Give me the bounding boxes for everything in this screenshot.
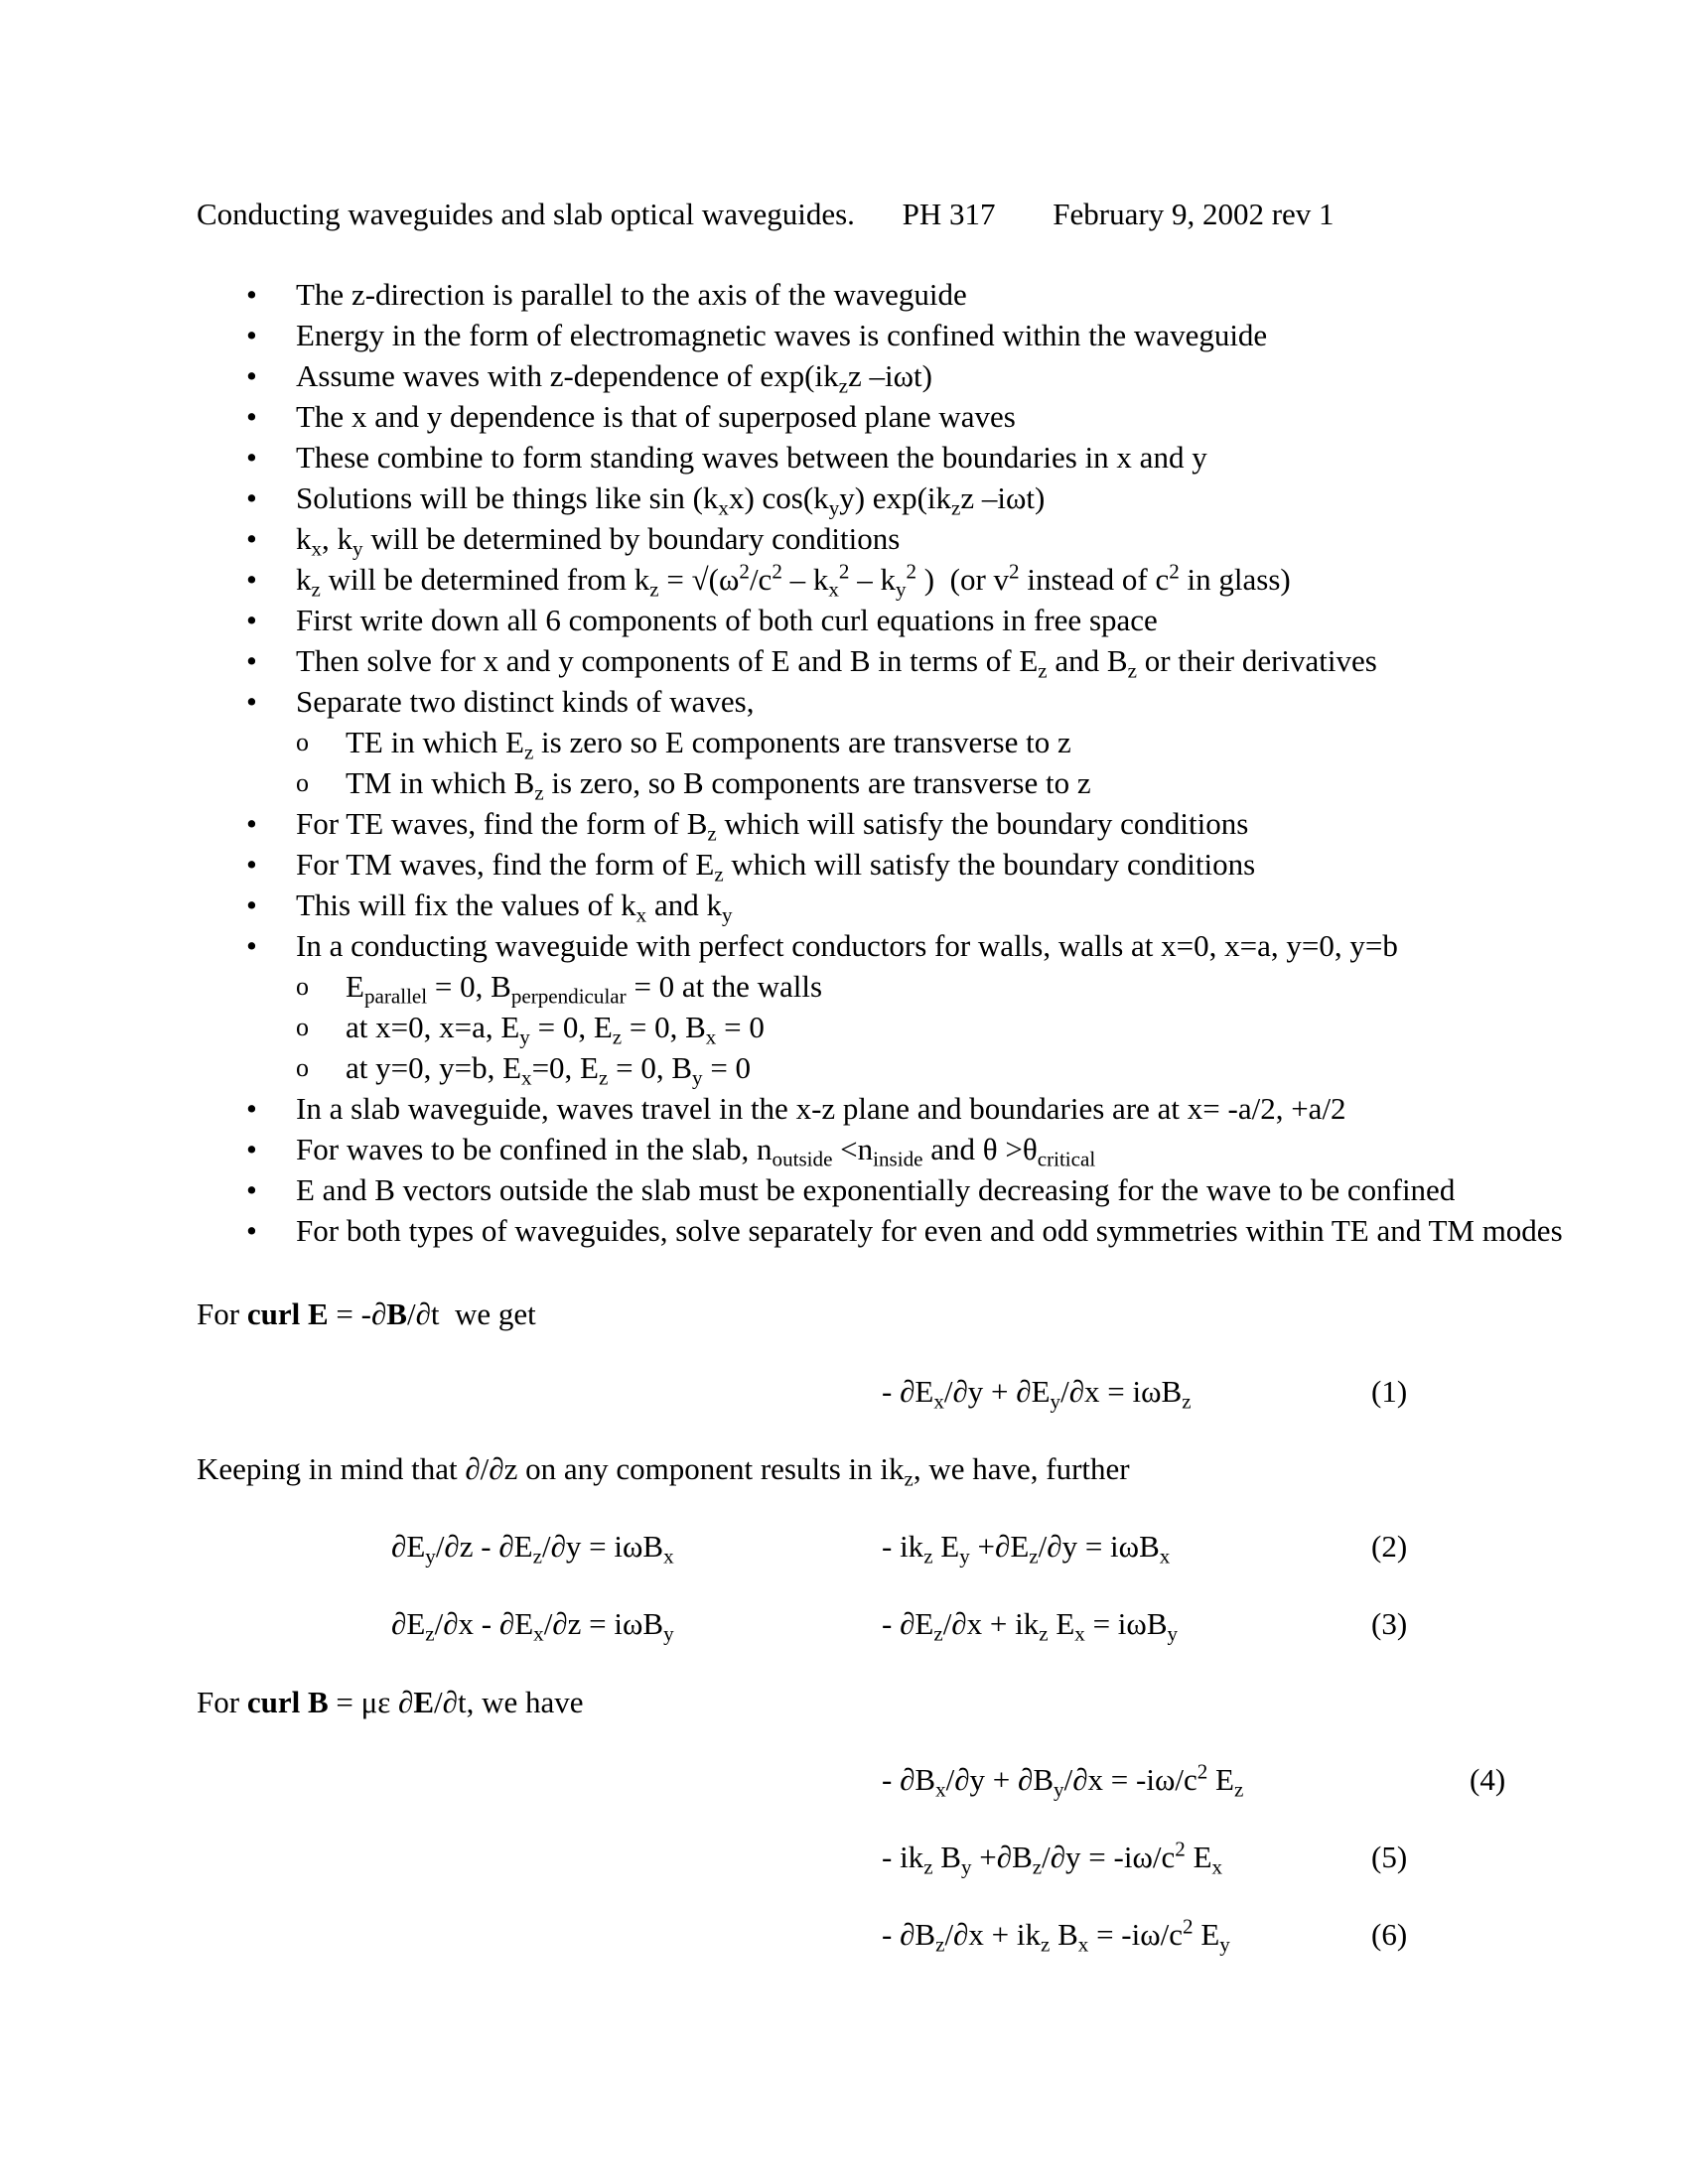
bullet-icon: • <box>246 928 257 963</box>
document-header <box>197 197 1374 232</box>
curl-e-intro: For curl E = -∂B/∂t we get <box>197 1297 536 1331</box>
equation-number: (5) <box>1371 1840 1408 1874</box>
bullet-icon: • <box>246 562 257 597</box>
equation-number: (3) <box>1371 1606 1408 1641</box>
kz-intro: Keeping in mind that ∂/∂z on any component results in $ik_z$, we have, further <box>197 1451 1130 1491</box>
circle-bullet-icon: o <box>296 768 309 797</box>
list-item: o at y=0, y=b, $E_x=0$, $E_z = 0$, $B_y = 0$ <box>296 1047 1577 1088</box>
list-item: • This will fix the values of $k_x$ and $k_y$ <box>246 885 1577 925</box>
equation-number: (1) <box>1371 1374 1408 1409</box>
list-item: • In a slab waveguide, waves travel in the x-z plane and boundaries are at x= -a/2, +a/2 <box>246 1088 1577 1129</box>
bullet-icon: • <box>246 684 257 719</box>
list-item: • In a conducting waveguide with perfect conductors for walls, walls at x=0, x=a, y=0, y=b o $E_{parallel} = 0$, $B_{perpendicular} = 0$ at the walls o at x=0, x=a, $E_y = 0$, $E_z = 0$, $B_x = 0$ o at y=0, y=b, $E_x=0$, $E_z = 0$, $B_y = 0$ <box>246 925 1577 1088</box>
bullet-icon: • <box>246 358 257 393</box>
curl-b-intro: For curl B = με ∂E/∂t, we have <box>197 1685 584 1719</box>
list-item: o TM in which $B_z$ is zero, so B components are transverse to z <box>296 762 1577 803</box>
list-item: • E and B vectors outside the slab must be exponentially decreasing for the wave to be confined <box>246 1169 1577 1210</box>
list-item: • For both types of waveguides, solve separately for even and odd symmetries within TE and TM modes <box>246 1210 1577 1251</box>
document-title: Conducting waveguides and slab optical waveguides. <box>197 197 855 231</box>
bullet-list <box>246 274 1577 1251</box>
equation-2-right: - $ik_z$ $E_y +\partial E_z/\partial y = i\omega B_x$ <box>882 1529 1171 1569</box>
equation-3-right: - $\partial E_z/\partial x + ik_z$ $E_x = i\omega B_y$ <box>882 1606 1179 1646</box>
list-item: • Energy in the form of electromagnetic waves is confined within the waveguide <box>246 315 1577 355</box>
list-item: • For waves to be confined in the slab, $n_{outside} <n_{inside}$ and $\theta >\theta_{critical}$ <box>246 1129 1577 1169</box>
circle-bullet-icon: o <box>296 728 309 756</box>
bullet-icon: • <box>246 887 257 922</box>
sub-list <box>296 966 1577 1088</box>
list-item: • The z-direction is parallel to the axis of the waveguide <box>246 274 1577 315</box>
bullet-icon: • <box>246 480 257 515</box>
list-item: • These combine to form standing waves between the boundaries in x and y <box>246 437 1577 478</box>
list-item: o TE in which $E_z$ is zero so E components are transverse to z <box>296 722 1577 762</box>
list-item: • Solutions will be things like $\sin (k_xx)$ $\cos(k_yy)$ $\exp(ik_zz$ –iωt) <box>246 478 1577 518</box>
circle-bullet-icon: o <box>296 1053 309 1082</box>
bullet-icon: • <box>246 1172 257 1207</box>
bullet-icon: • <box>246 277 257 312</box>
bullet-icon: • <box>246 1091 257 1126</box>
bullet-icon: • <box>246 806 257 841</box>
bullet-icon: • <box>246 521 257 556</box>
equation-number: (6) <box>1371 1917 1408 1952</box>
sub-list <box>296 722 1577 803</box>
bullet-icon: • <box>246 440 257 475</box>
list-item: • Separate two distinct kinds of waves, o TE in which $E_z$ is zero so E components are transverse to z o TM in which $B_z$ is zero, so B components are transverse to z <box>246 681 1577 803</box>
list-item: • Then solve for x and y components of E and B in terms of $E_z$ and $B_z$ or their derivatives <box>246 640 1577 681</box>
equation-number: (2) <box>1371 1529 1408 1564</box>
circle-bullet-icon: o <box>296 972 309 1001</box>
list-item: • First write down all 6 components of both curl equations in free space <box>246 600 1577 640</box>
document-date: February 9, 2002 rev 1 <box>1053 197 1335 231</box>
circle-bullet-icon: o <box>296 1013 309 1041</box>
bullet-icon: • <box>246 643 257 678</box>
bullet-icon: • <box>246 399 257 434</box>
list-item: • $k_z$ will be determined from $k_z = √(\omega^2/c^2 - k_x^2 - k_y^2$ ) (or $v^2$ instead of $c^2$ in glass) <box>246 559 1291 602</box>
list-item: • For TE waves, find the form of $B_z$ which will satisfy the boundary conditions <box>246 803 1577 844</box>
list-item: • Assume waves with z-dependence of $\exp(ik_zz$ –iωt) <box>246 355 1577 396</box>
list-item: o at x=0, x=a, $E_y = 0$, $E_z = 0$, $B_x = 0$ <box>296 1007 1577 1047</box>
equation-number: (4) <box>1470 1762 1506 1797</box>
bullet-icon: • <box>246 318 257 352</box>
bullet-icon: • <box>246 1132 257 1166</box>
equation-3-left: $\partial E_z/\partial x - \partial E_x/\partial z = i\omega B_y$ <box>391 1606 674 1646</box>
list-item: • For TM waves, find the form of $E_z$ which will satisfy the boundary conditions <box>246 844 1577 885</box>
list-item: • $k_x$, $k_y$ will be determined by boundary conditions <box>246 518 1577 559</box>
course-code: PH 317 <box>902 197 996 231</box>
list-item: o $E_{parallel} = 0$, $B_{perpendicular} = 0$ at the walls <box>296 966 1577 1007</box>
bullet-icon: • <box>246 603 257 637</box>
equation-5: - $ik_z$ $B_y +\partial B_z/\partial y = -i\omega/c^2$ $E_x$ <box>882 1837 1223 1879</box>
equation-6: - $\partial B_z/\partial x + ik_z$ $B_x = -i\omega/c^2$ $E_y$ <box>882 1914 1230 1957</box>
equation-1: - $\partial E_x/\partial y + \partial E_y/\partial x = i\omega B_z$ <box>882 1374 1192 1414</box>
equation-4: - $\partial B_x/\partial y + \partial B_y/\partial x = -i\omega/c^2$ $E_z$ <box>882 1759 1244 1802</box>
list-item: • The x and y dependence is that of superposed plane waves <box>246 396 1577 437</box>
bullet-icon: • <box>246 847 257 882</box>
bullet-icon: • <box>246 1213 257 1248</box>
equation-2-left: $\partial E_y/\partial z - \partial E_z/\partial y = i\omega B_x$ <box>391 1529 674 1569</box>
